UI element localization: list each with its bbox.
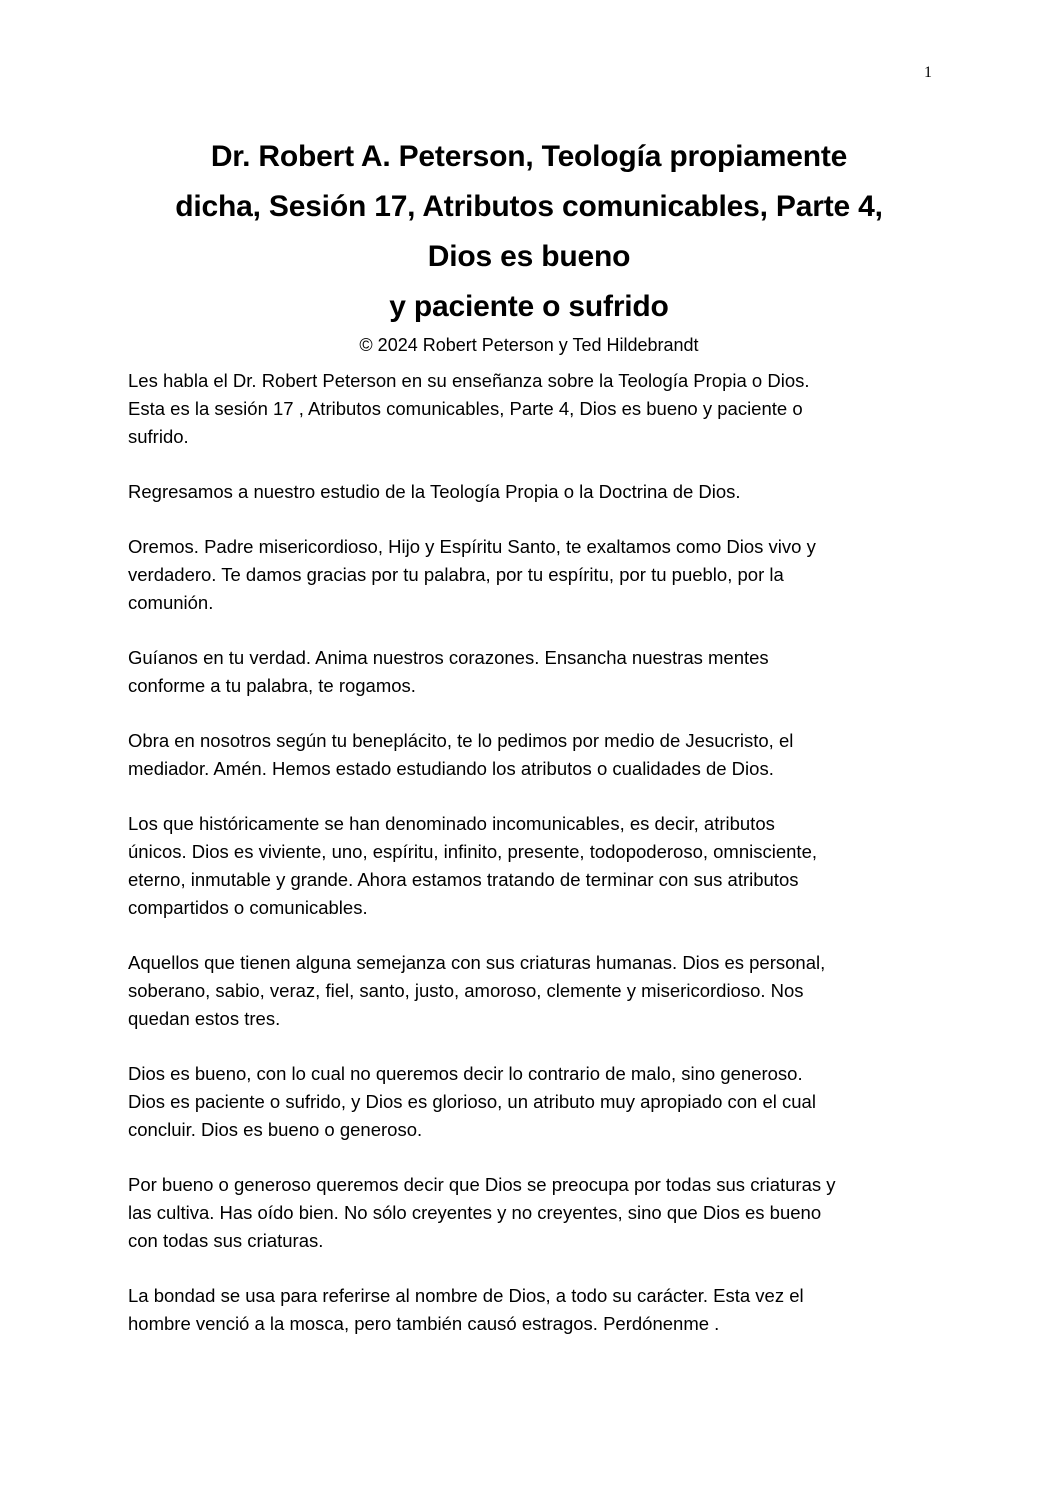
paragraph-generous (128, 1171, 943, 1255)
text-line: Aquellos que tienen alguna semejanza con sus criaturas humanas. Dios es personal, (128, 952, 826, 973)
page-number: 1 (924, 64, 932, 81)
text-line: Los que históricamente se han denominado incomunicables, es decir, atributos (128, 813, 775, 834)
text-line: soberano, sabio, veraz, fiel, santo, justo, amoroso, clemente y misericordioso. Nos (128, 980, 804, 1001)
text-line: eterno, inmutable y grande. Ahora estamos tratando de terminar con sus atributos (128, 869, 799, 890)
text-line: verdadero. Te damos gracias por tu palabra, por tu espíritu, por tu pueblo, por la (128, 564, 784, 585)
text-line: sufrido. (128, 426, 189, 447)
paragraph-guide (128, 644, 943, 700)
copyright-notice: © 2024 Robert Peterson y Ted Hildebrandt (359, 335, 699, 355)
text-line: mediador. Amén. Hemos estado estudiando los atributos o cualidades de Dios. (128, 758, 774, 779)
text-line: Les habla el Dr. Robert Peterson en su enseñanza sobre la Teología Propia o Dios. (128, 370, 810, 391)
paragraph-return (128, 478, 943, 506)
title-line-4: y paciente o sufrido (389, 290, 669, 323)
text-line: Dios es bueno, con lo cual no queremos decir lo contrario de malo, sino generoso. (128, 1063, 803, 1084)
text-line: concluir. Dios es bueno o generoso. (128, 1119, 423, 1140)
paragraph-good (128, 1060, 943, 1144)
paragraph-intro (128, 367, 943, 451)
text-line: Obra en nosotros según tu beneplácito, te lo pedimos por medio de Jesucristo, el (128, 730, 794, 751)
text-line: únicos. Dios es viviente, uno, espíritu, infinito, presente, todopoderoso, omnisciente, (128, 841, 817, 862)
text-line: La bondad se usa para referirse al nombre de Dios, a todo su carácter. Esta vez el (128, 1285, 804, 1306)
text-line: hombre venció a la mosca, pero también causó estragos. Perdónenme . (128, 1313, 720, 1334)
text-line: comunión. (128, 592, 214, 613)
text-line: Regresamos a nuestro estudio de la Teología Propia o la Doctrina de Dios. (128, 481, 741, 502)
text-line: conforme a tu palabra, te rogamos. (128, 675, 416, 696)
paragraph-work (128, 727, 943, 783)
title-line-2: dicha, Sesión 17, Atributos comunicables, Parte 4, (175, 190, 883, 223)
text-line: quedan estos tres. (128, 1008, 281, 1029)
text-line: Guíanos en tu verdad. Anima nuestros corazones. Ensancha nuestras mentes (128, 647, 769, 668)
title-line-3: Dios es bueno (427, 240, 631, 273)
text-line: compartidos o comunicables. (128, 897, 368, 918)
paragraph-incommunicable (128, 810, 943, 922)
document-body (128, 367, 943, 1365)
text-line: con todas sus criaturas. (128, 1230, 324, 1251)
paragraph-prayer (128, 533, 943, 617)
title-line-1: Dr. Robert A. Peterson, Teología propiamente (210, 140, 848, 173)
text-line: Por bueno o generoso queremos decir que Dios se preocupa por todas sus criaturas y (128, 1174, 836, 1195)
text-line: Dios es paciente o sufrido, y Dios es glorioso, un atributo muy apropiado con el cual (128, 1091, 816, 1112)
document-title-block (128, 132, 930, 356)
text-line: las cultiva. Has oído bien. No sólo creyentes y no creyentes, sino que Dios es bueno (128, 1202, 822, 1223)
paragraph-goodness (128, 1282, 943, 1338)
paragraph-communicable (128, 949, 943, 1033)
text-line: Oremos. Padre misericordioso, Hijo y Espíritu Santo, te exaltamos como Dios vivo y (128, 536, 816, 557)
text-line: Esta es la sesión 17 , Atributos comunicables, Parte 4, Dios es bueno y paciente o (128, 398, 803, 419)
